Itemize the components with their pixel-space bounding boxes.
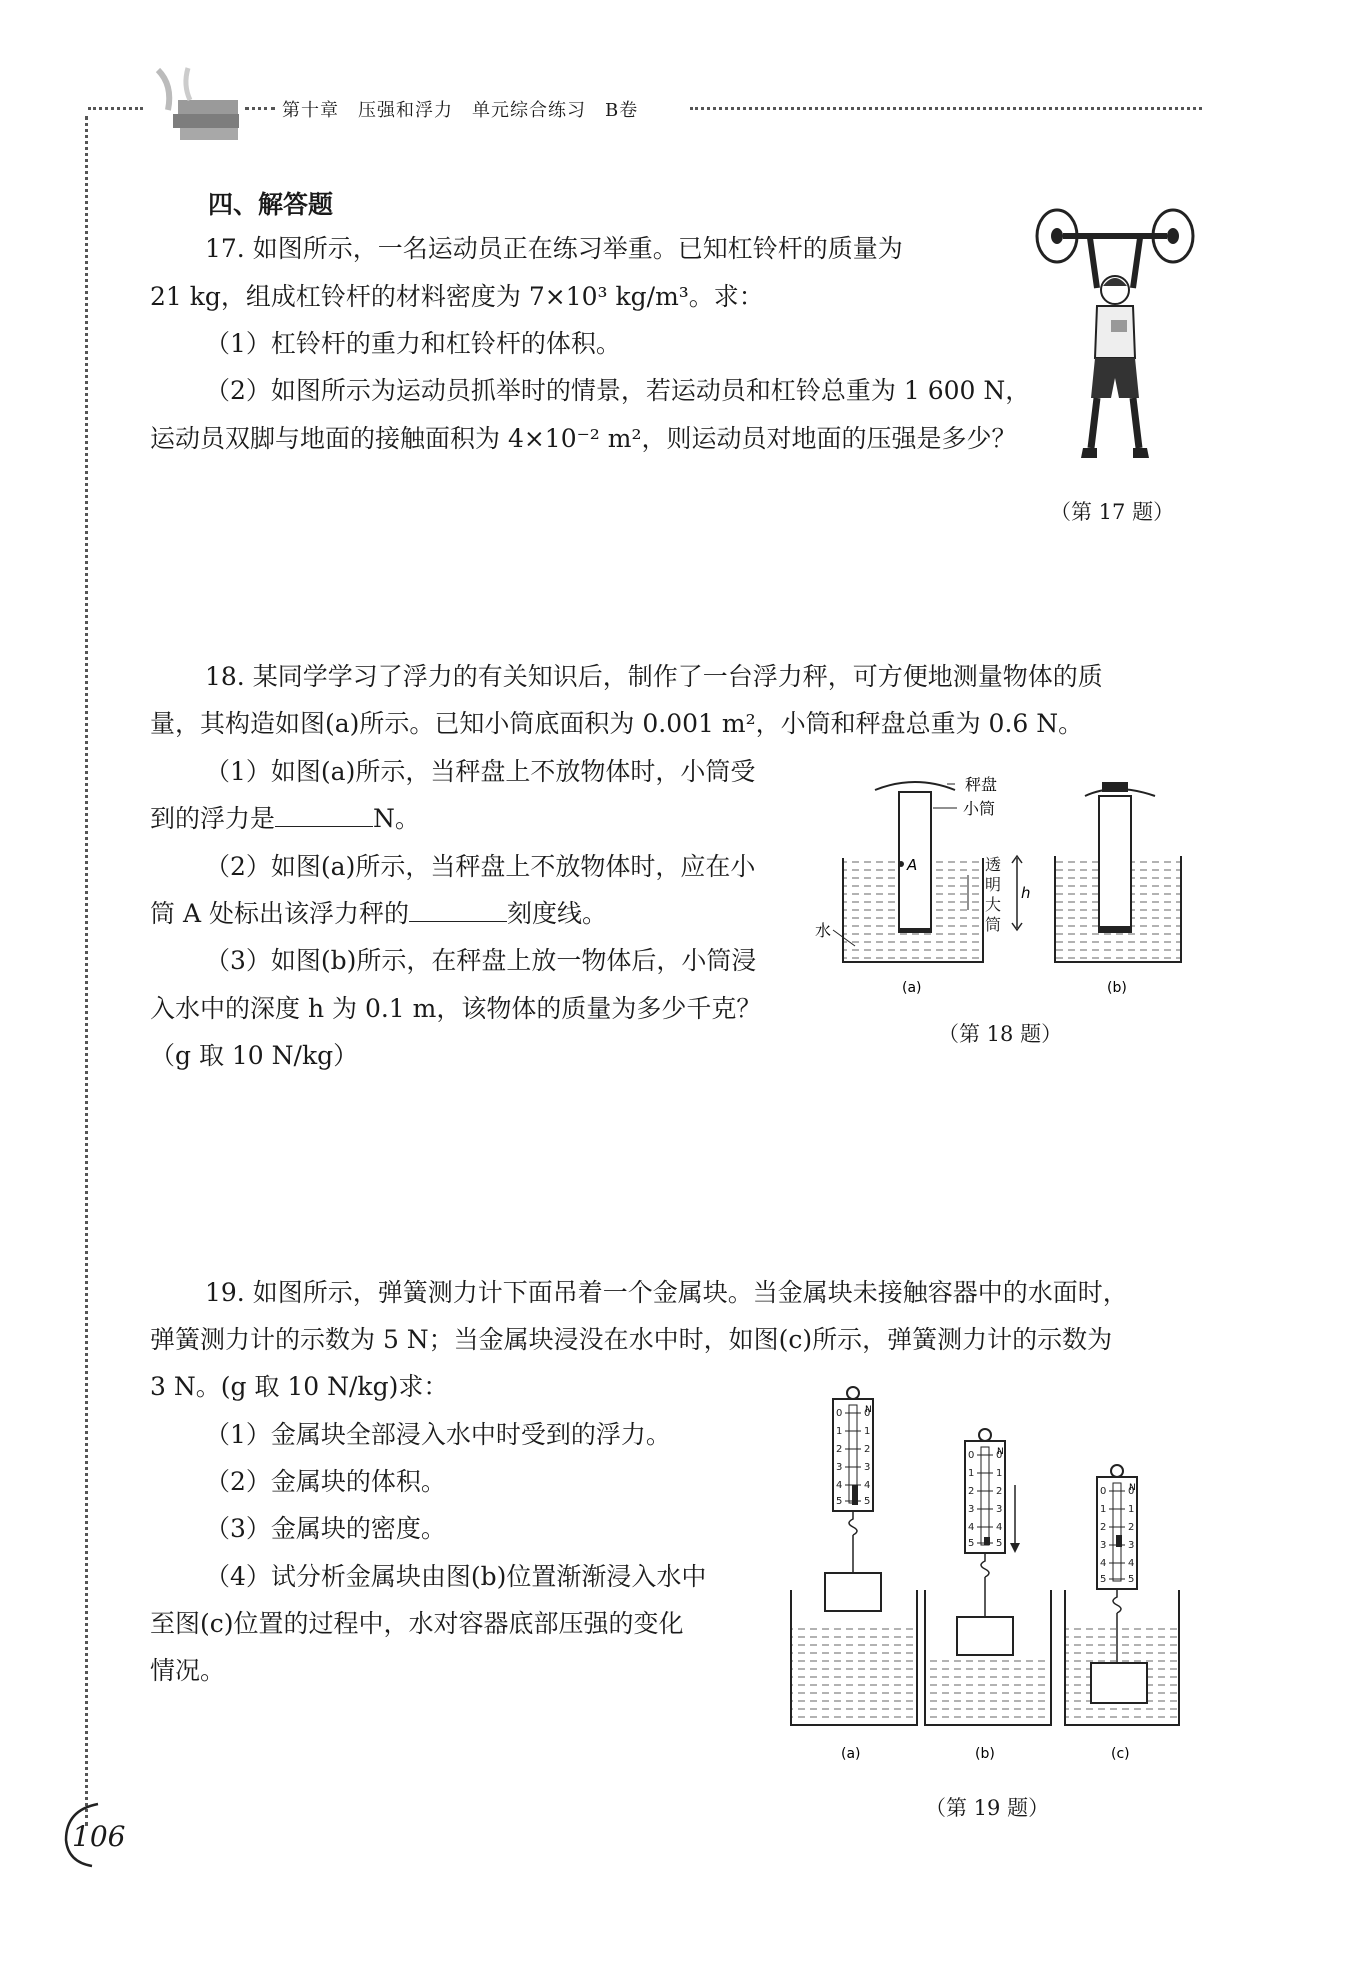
q17-line3: （1）杠铃杆的重力和杠铃杆的体积。 (205, 329, 621, 358)
q19-sub-b: (b) (975, 1746, 995, 1762)
q19-spring-scale-figure: 0 1 2 3 4 5 0 1 2 3 4 5 N (a) N (b) N (c) (785, 1385, 1185, 1770)
q18-caption: （第 18 题） (938, 1022, 1063, 1046)
q18-line4-unit: N。 (373, 804, 420, 833)
q18-line3: （1）如图(a)所示，当秤盘上不放物体时，小筒受 (205, 757, 756, 786)
q18-line4-text: 到的浮力是 (150, 804, 276, 833)
q19-line1: 19. 如图所示，弹簧测力计下面吊着一个金属块。当金属块未接触容器中的水面时， (205, 1278, 1128, 1307)
q19-line5: （2）金属块的体积。 (205, 1467, 446, 1496)
q18-label-big-tube-vertical: 透明大筒 (985, 855, 1002, 934)
q18-line9: （g 取 10 N/kg） (150, 1041, 359, 1070)
q17-line1: 17. 如图所示，一名运动员正在练习举重。已知杠铃杆的质量为 (205, 234, 903, 263)
header-dots-left (88, 107, 143, 110)
page-number: 106 (72, 1820, 126, 1853)
q18-blank-buoyancy (275, 804, 373, 827)
q17-caption: （第 17 题） (1050, 500, 1175, 524)
q17-weightlifter-figure (1035, 208, 1195, 478)
q19-line7: （4）试分析金属块由图(b)位置渐渐浸入水中 (205, 1562, 707, 1591)
q18-line6-tail: 刻度线。 (506, 899, 607, 928)
margin-dots (85, 116, 88, 1826)
q18-label-tube: 小筒 (963, 799, 996, 818)
q19-line2: 弹簧测力计的示数为 5 N；当金属块浸没在水中时，如图(c)所示，弹簧测力计的示数为 (150, 1325, 1113, 1354)
q19-line6: （3）金属块的密度。 (205, 1514, 446, 1543)
q18-line6 (150, 897, 607, 931)
q19-sub-c: (c) (1111, 1746, 1130, 1762)
q19-sub-a: (a) (841, 1746, 861, 1762)
q18-line6-text: 筒 A 处标出该浮力秤的 (150, 899, 409, 928)
q19-caption: （第 19 题） (925, 1796, 1050, 1820)
header-dots-right (690, 107, 1202, 110)
header-book-logo (148, 60, 248, 150)
header-chapter-title: 第十章 压强和浮力 单元综合练习 B卷 (282, 100, 639, 121)
q18-line7: （3）如图(b)所示，在秤盘上放一物体后，小筒浸 (205, 946, 757, 975)
q19-line9: 情况。 (150, 1656, 226, 1685)
q18-line1: 18. 某同学学习了浮力的有关知识后，制作了一台浮力秤，可方便地测量物体的质 (205, 662, 1103, 691)
header-dots-mid (245, 107, 275, 110)
q17-line2: 21 kg，组成杠铃杆的材料密度为 7×10³ kg/m³。求： (150, 282, 764, 311)
q18-label-h: h (1021, 884, 1031, 902)
q19-line3: 3 N。(g 取 10 N/kg)求： (150, 1372, 449, 1401)
q17-line5: 运动员双脚与地面的接触面积为 4×10⁻² m²，则运动员对地面的压强是多少？ (150, 424, 1017, 453)
q19-unit-b: N (997, 1447, 1004, 1457)
q18-line5: （2）如图(a)所示，当秤盘上不放物体时，应在小 (205, 852, 756, 881)
q18-sub-b: (b) (1107, 980, 1127, 996)
q18-sub-a: (a) (902, 980, 922, 996)
q19-unit-a: N (865, 1405, 872, 1415)
q18-label-water: 水 (815, 921, 832, 940)
q18-line2: 量，其构造如图(a)所示。已知小筒底面积为 0.001 m²，小筒和秤盘总重为 0.6 N。 (150, 709, 1084, 738)
q19-unit-c: N (1129, 1483, 1136, 1493)
q17-line4: （2）如图所示为运动员抓举时的情景，若运动员和杠铃总重为 1 600 N， (205, 376, 1031, 405)
q18-label-pan: 秤盘 (965, 775, 998, 794)
q19-line8: 至图(c)位置的过程中，水对容器底部压强的变化 (150, 1609, 684, 1638)
q18-blank-scale (409, 899, 507, 922)
section-title: 四、解答题 (208, 190, 334, 219)
q18-line8: 入水中的深度 h 为 0.1 m，该物体的质量为多少千克？ (150, 994, 762, 1023)
q18-line4 (150, 802, 420, 836)
q18-label-A: A (907, 856, 918, 874)
q19-line4: （1）金属块全部浸入水中时受到的浮力。 (205, 1420, 671, 1449)
